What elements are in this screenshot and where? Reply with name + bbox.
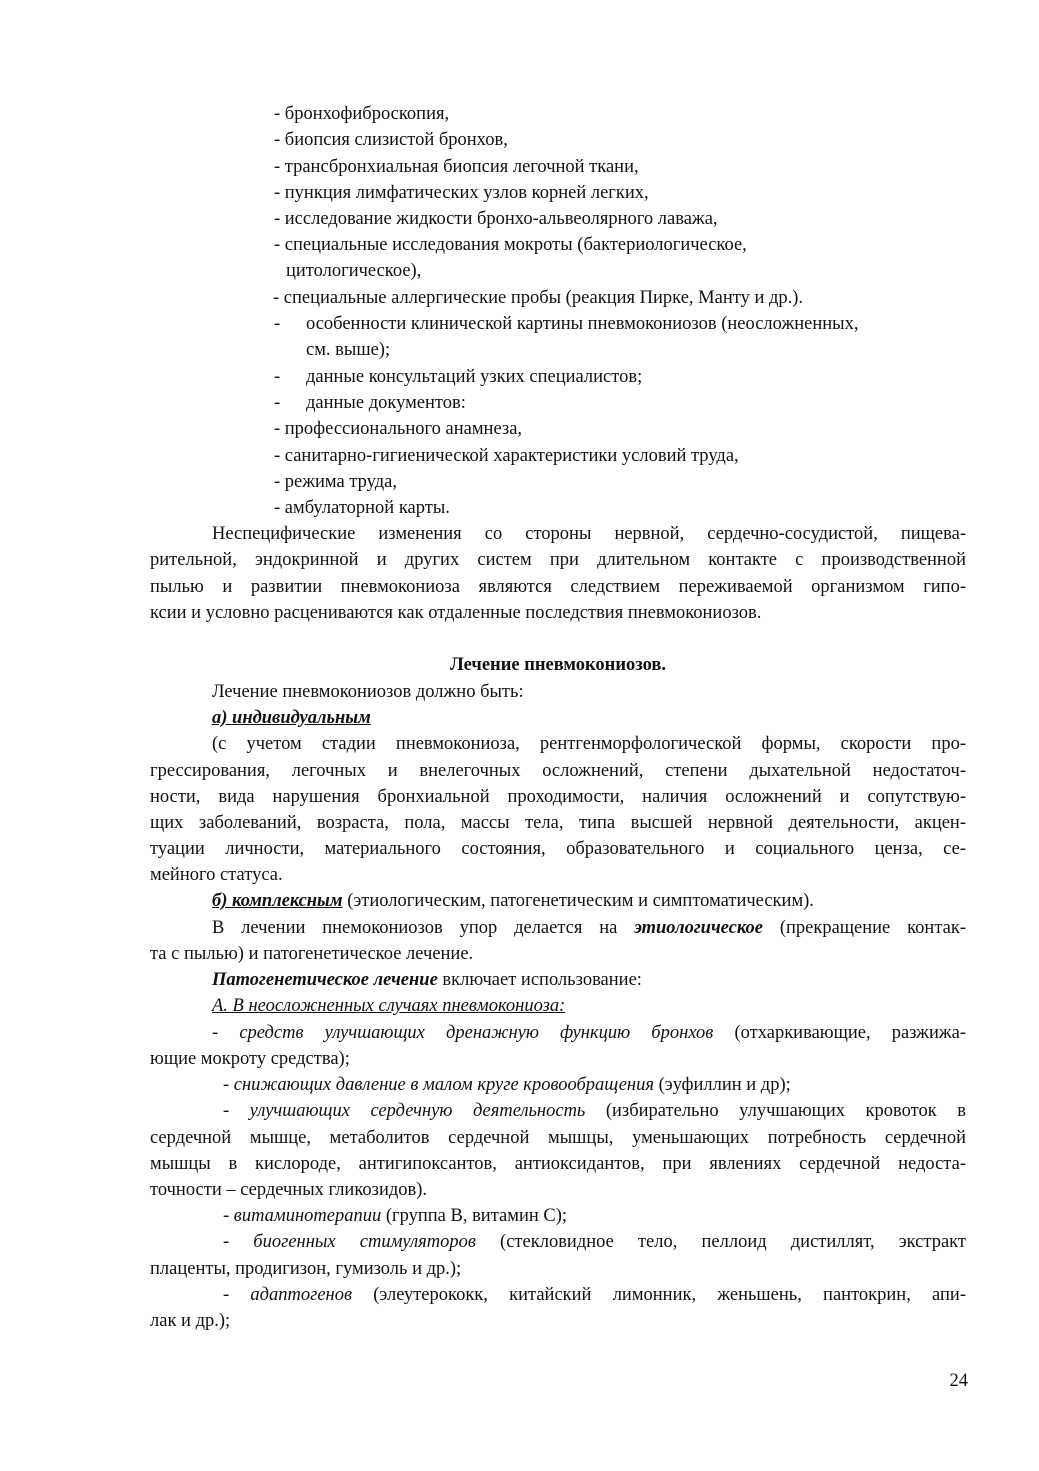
paragraph-line: Неспецифические изменения со стороны нервной, сердечно-сосудистой, пищева- [212, 524, 966, 544]
paragraph-line: щих заболеваний, возраста, пола, массы тела, типа высшей нервной деятельности, акцен- [150, 813, 966, 833]
paragraph-line: пылью и развитии пневмокониоза являются следствием переживаемой организмом гипо- [150, 577, 966, 597]
pathogenetic-after: включает использование: [437, 970, 642, 990]
paragraph-line: рительной, эндокринной и других систем при длительном контакте с производственной [150, 550, 966, 570]
list-line: - режима труда, [274, 472, 397, 492]
list-line: - амбулаторной карты. [274, 498, 450, 518]
subheading-complex: б) комплексным [212, 891, 343, 911]
paragraph-line: точности – сердечных гликозидов). [150, 1180, 428, 1200]
list-dash: - [274, 314, 281, 334]
list-item [223, 1098, 966, 1124]
item-text: (группа В, витамин С); [381, 1206, 568, 1226]
paragraph-line: ности, вида нарушения бронхиальной проходимости, наличия осложнений и сопутствую- [150, 787, 966, 807]
paragraph-line: мышцы в кислороде, антигипоксантов, антиоксидантов, при явлениях сердечной недоста- [150, 1154, 966, 1174]
list-line: данные документов: [306, 393, 466, 413]
paragraph-line [212, 967, 642, 993]
item-emph: улучшающих сердечную деятельность [249, 1101, 586, 1121]
list-line: - специальные исследования мокроты (бактериологическое, [274, 235, 747, 255]
list-item [223, 1203, 567, 1229]
item-prefix: - [223, 1101, 250, 1121]
etiology-before: В лечении пнемокониозов упор делается на [212, 918, 635, 938]
item-prefix: - [223, 1206, 234, 1226]
paragraph-line: мейного статуса. [150, 865, 283, 885]
item-text: (избирательно улучшающих кровоток в [585, 1101, 966, 1121]
paragraph-line: та с пылью) и патогенетическое лечение. [150, 944, 474, 964]
paragraph-line: (с учетом стадии пневмокониоза, рентгенморфологической формы, скорости про- [212, 734, 966, 754]
list-item [223, 1072, 791, 1098]
list-line: - бронхофиброскопия, [274, 104, 450, 124]
list-dash: - [274, 393, 281, 413]
list-dash: - [274, 367, 281, 387]
list-line: см. выше); [306, 340, 391, 360]
paragraph-line [212, 915, 966, 941]
list-line: цитологическое), [286, 261, 422, 281]
item-emph: снижающих давление в малом круге кровообращения [233, 1075, 654, 1095]
list-item [223, 1229, 966, 1255]
etiology-emph: этиологическое [634, 918, 763, 938]
paragraph-line: плаценты, продигизон, гумизоль и др.); [150, 1259, 462, 1279]
paragraph-line: грессирования, легочных и внелегочных осложнений, степени дыхательной недостаточ- [150, 761, 966, 781]
item-text: (стекловидное тело, пеллоид дистиллят, экстракт [475, 1232, 966, 1252]
paragraph-line: Лечение пневмокониозов должно быть: [212, 682, 524, 702]
item-text: (элеутерококк, китайский лимонник, женьшень, пантокрин, апи- [352, 1285, 966, 1305]
list-line: - специальные аллергические пробы (реакция Пирке, Манту и др.). [273, 288, 804, 308]
item-prefix: - [212, 1023, 240, 1043]
subheading-individual: а) индивидуальным [212, 708, 371, 728]
item-text: (отхаркивающие, разжижа- [713, 1023, 966, 1043]
list-line: данные консультаций узких специалистов; [306, 367, 643, 387]
paragraph-line: туации личности, материального состояния, образовательного и социального ценза, се- [150, 839, 966, 859]
subheading-section-a: А. В неосложненных случаях пневмокониоза: [212, 996, 566, 1016]
list-line: - профессионального анамнеза, [274, 419, 523, 439]
paragraph-line: ющие мокроту средства); [150, 1049, 350, 1069]
list-line: - санитарно-гигиенической характеристики условий труда, [274, 446, 739, 466]
paragraph-line [212, 888, 814, 914]
paragraph-line: лак и др.); [150, 1311, 231, 1331]
item-prefix: - [223, 1232, 254, 1252]
list-line: - исследование жидкости бронхо-альвеолярного лаважа, [274, 209, 718, 229]
list-line: - пункция лимфатических узлов корней легких, [274, 183, 649, 203]
complex-text: (этиологическим, патогенетическим и симптоматическим). [342, 891, 814, 911]
section-heading: Лечение пневмокониозов. [450, 655, 666, 675]
item-emph: витаминотерапии [233, 1206, 382, 1226]
paragraph-line: ксии и условно расцениваются как отдаленные последствия пневмокониозов. [150, 603, 762, 623]
item-emph: биогенных стимуляторов [253, 1232, 476, 1252]
item-prefix: - [223, 1075, 234, 1095]
item-emph: средств улучшающих дренажную функцию бронхов [239, 1023, 714, 1043]
pathogenetic-emph: Патогенетическое лечение [212, 970, 438, 990]
item-prefix: - [223, 1285, 251, 1305]
paragraph-line: сердечной мышце, метаболитов сердечной мышцы, уменьшающих потребность сердечной [150, 1128, 966, 1148]
item-emph: адаптогенов [250, 1285, 352, 1305]
list-line: особенности клинической картины пневмокониозов (неосложненных, [306, 314, 859, 334]
list-item [223, 1282, 966, 1308]
page-number: 24 [949, 1371, 968, 1391]
etiology-after: (прекращение контак- [762, 918, 966, 938]
list-line: - трансбронхиальная биопсия легочной ткани, [274, 157, 639, 177]
list-item [212, 1020, 966, 1046]
item-text: (эуфиллин и др); [653, 1075, 791, 1095]
list-line: - биопсия слизистой бронхов, [274, 130, 508, 150]
